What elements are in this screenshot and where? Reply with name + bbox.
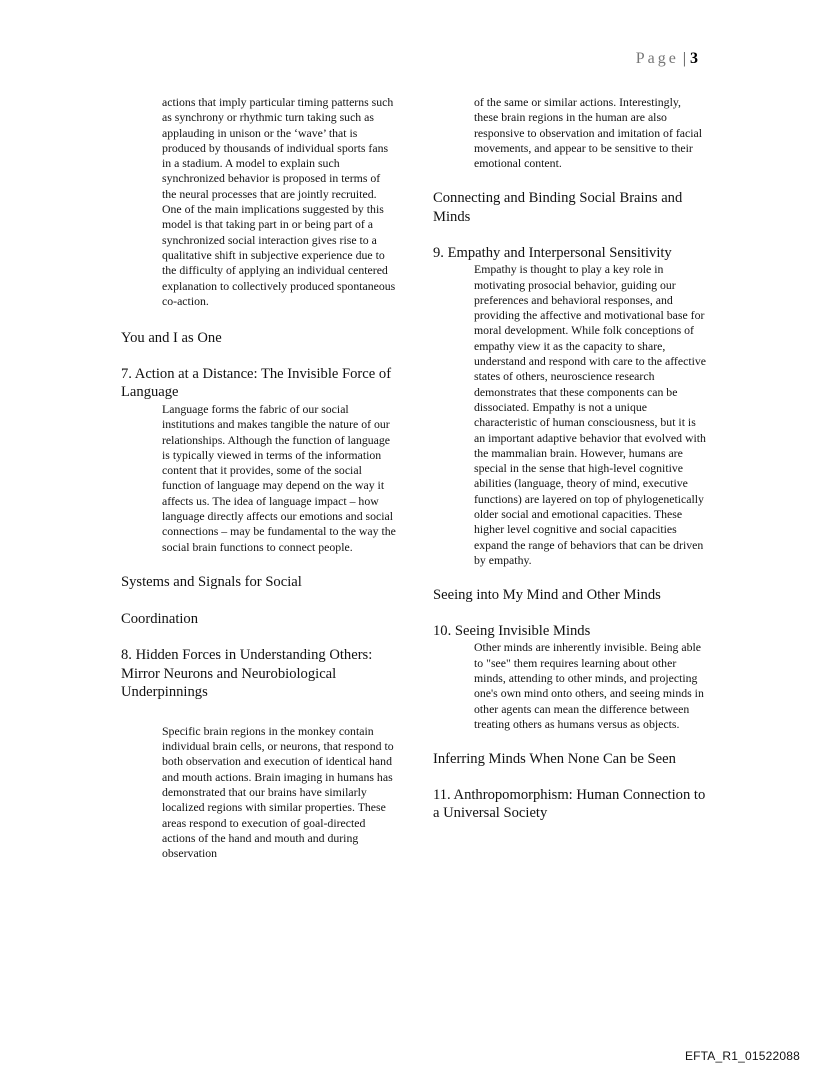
section-heading-systems: Systems and Signals for Social (121, 573, 302, 590)
chapter10-title: 10. Seeing Invisible Minds (433, 622, 591, 639)
page-separator: | (682, 50, 686, 67)
chapter10-text: Other minds are inherently invisible. Being able to "see" them requires learning about other minds, attending to other minds, and projecting one's own mind onto others, and seeing minds in other agents can mean the difference between treating others as humans versus as objects. (474, 640, 704, 731)
page-header (636, 50, 698, 68)
chapter6-text-continuation: actions that imply particular timing patterns such as synchrony or rhythmic turn taking such as applauding in unison or the ‘wave’ that is produced by thousands of individual sports fans in a stadium. A model to explain such synchronized behavior is proposed in terms of the neural processes that are jointly recruited. One of the main implications suggested by this model is that taking part in or being part of a synchronized social interaction gives rise to a qualitative shift in subjective experience due to the difficulty of applying an individual centered explanation to collectively produced spontaneous co-action. (162, 95, 396, 308)
chapter8-title: 8. Hidden Forces in Understanding Others: Mirror Neurons and Neurobiological Underpinnings (121, 647, 373, 701)
section-heading-connecting: Connecting and Binding Social Brains and Minds (433, 190, 683, 226)
section-heading-coordination: Coordination (121, 610, 199, 627)
page-label: Page (635, 50, 679, 67)
chapter9-text: Empathy is thought to play a key role in motivating prosocial behavior, guiding our preferences and behavioral responses, and providing the affective and motivational base for moral development. While folk conceptions of empathy view it as the capacity to share, understand and respond with care to the affective states of others, neuroscience research demonstrates that these components can be dissociated. Empathy is not a unique characteristic of human consciousness, but it is an important adaptive behavior that evolved with the mammalian brain. However, humans are special in the sense that high-level cognitive abilities (language, theory of mind, executive functions) are layered on top of phylogenetically older social and emotional capacities. These higher level cognitive and social capacities expand the range of behaviors that can be driven by empathy. (474, 262, 707, 567)
document-id: EFTA_R1_01522088 (684, 1049, 800, 1063)
chapter8-text: Specific brain regions in the monkey contain individual brain cells, or neurons, that respond to both observation and execution of identical hand and mouth actions. Brain imaging in humans has demonstrated that our brains have similarly localized regions with similar properties. These areas respond to execution of goal-directed actions of the hand and mouth and during observation (162, 723, 394, 861)
chapter7-text: Language forms the fabric of our social institutions and makes tangible the nature of our relationships. Although the function of language is typically viewed in terms of the information content that it provides, some of the social function of language may depend on the way it affects us. The idea of language impact – how language directly affects our emotions and social connections – may be fundamental to the way the social brain functions to connect people. (162, 401, 396, 554)
section-heading-inferring: Inferring Minds When None Can be Seen (433, 751, 676, 768)
chapter11-title: 11. Anthropomorphism: Human Connection to a Universal Society (433, 786, 706, 822)
chapter8-text-continuation: of the same or similar actions. Interestingly, these brain regions in the human are also responsive to observation and imitation of facial movements, and appear to be sensitive to their emotional content. (474, 95, 703, 171)
chapter9-title: 9. Empathy and Interpersonal Sensitivity (433, 244, 672, 261)
right-column (433, 95, 708, 823)
left-column (121, 95, 396, 862)
section-heading-you-and-i: You and I as One (121, 330, 222, 347)
chapter7-title: 7. Action at a Distance: The Invisible Force of Language (121, 365, 392, 401)
section-heading-seeing: Seeing into My Mind and Other Minds (433, 587, 661, 604)
page-number: 3 (690, 50, 698, 67)
